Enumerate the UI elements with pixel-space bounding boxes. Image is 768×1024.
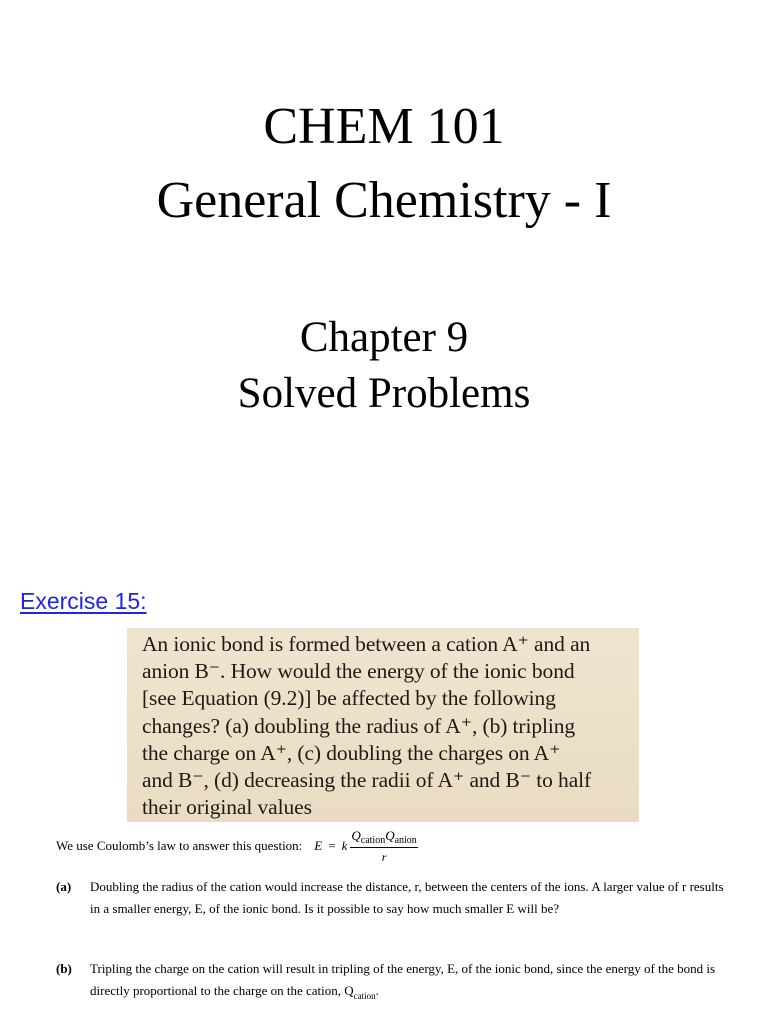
- problem-line: and B⁻, (d) decreasing the radii of A⁺ and B⁻ to half: [142, 768, 592, 793]
- chapter-subtitle: Solved Problems: [237, 370, 531, 417]
- chapter-number: Chapter 9: [299, 314, 469, 361]
- equation-fraction: [350, 828, 417, 865]
- q-cation: Q: [351, 827, 361, 843]
- equation-equals: =: [328, 838, 336, 853]
- problem-line: An ionic bond is formed between a cation A⁺ and an: [142, 632, 591, 656]
- coulomb-equation: [314, 828, 418, 865]
- equation-lhs: E: [314, 838, 323, 853]
- equation-denominator: r: [381, 849, 387, 864]
- course-code: CHEM 101: [263, 98, 505, 155]
- q-cation-subscript: cation: [353, 991, 376, 1001]
- q-anion-sub: anion: [394, 834, 417, 846]
- item-marker: (b): [56, 961, 72, 976]
- problem-line: changes? (a) doubling the radius of A⁺, (b) tripling: [142, 713, 576, 738]
- item-marker: (a): [56, 879, 72, 894]
- equation-numerator: [350, 828, 417, 848]
- course-name: General Chemistry - I: [156, 172, 612, 229]
- problem-line: anion B⁻. How would the energy of the ionic bond: [142, 659, 575, 684]
- item-text-body: Tripling the charge on the cation will result in tripling of the energy, E, of the ionic bond, since the energy of the bond is directly proportional to the charge on the cation, Q: [90, 961, 716, 998]
- problem-statement-scan: [127, 628, 639, 822]
- coulomb-law-line: [56, 828, 768, 864]
- equation-k: k: [341, 838, 348, 853]
- chapter-block: [0, 310, 768, 422]
- item-text: Doubling the radius of the cation would increase the distance, r, between the centers of the ions. A larger value of r results in a smaller energy, E, of the ionic bond. Is it possible to say how much smaller E will be?: [90, 879, 724, 916]
- q-anion: Q: [385, 827, 395, 843]
- problem-line: [see Equation (9.2)] be affected by the following: [142, 686, 556, 711]
- exercise-heading: Exercise 15:: [20, 588, 147, 614]
- title-block: [0, 90, 768, 238]
- item-text-end: .: [375, 983, 379, 998]
- q-cation-sub: cation: [360, 834, 386, 846]
- problem-line: the charge on A⁺, (c) doubling the charges on A⁺: [142, 740, 561, 765]
- solution-item-a: [56, 876, 726, 920]
- problem-line: their original values: [142, 795, 312, 820]
- item-text: [90, 958, 726, 1007]
- coulomb-intro: We use Coulomb’s law to answer this question:: [56, 838, 303, 853]
- solution-item-b: [56, 958, 726, 1007]
